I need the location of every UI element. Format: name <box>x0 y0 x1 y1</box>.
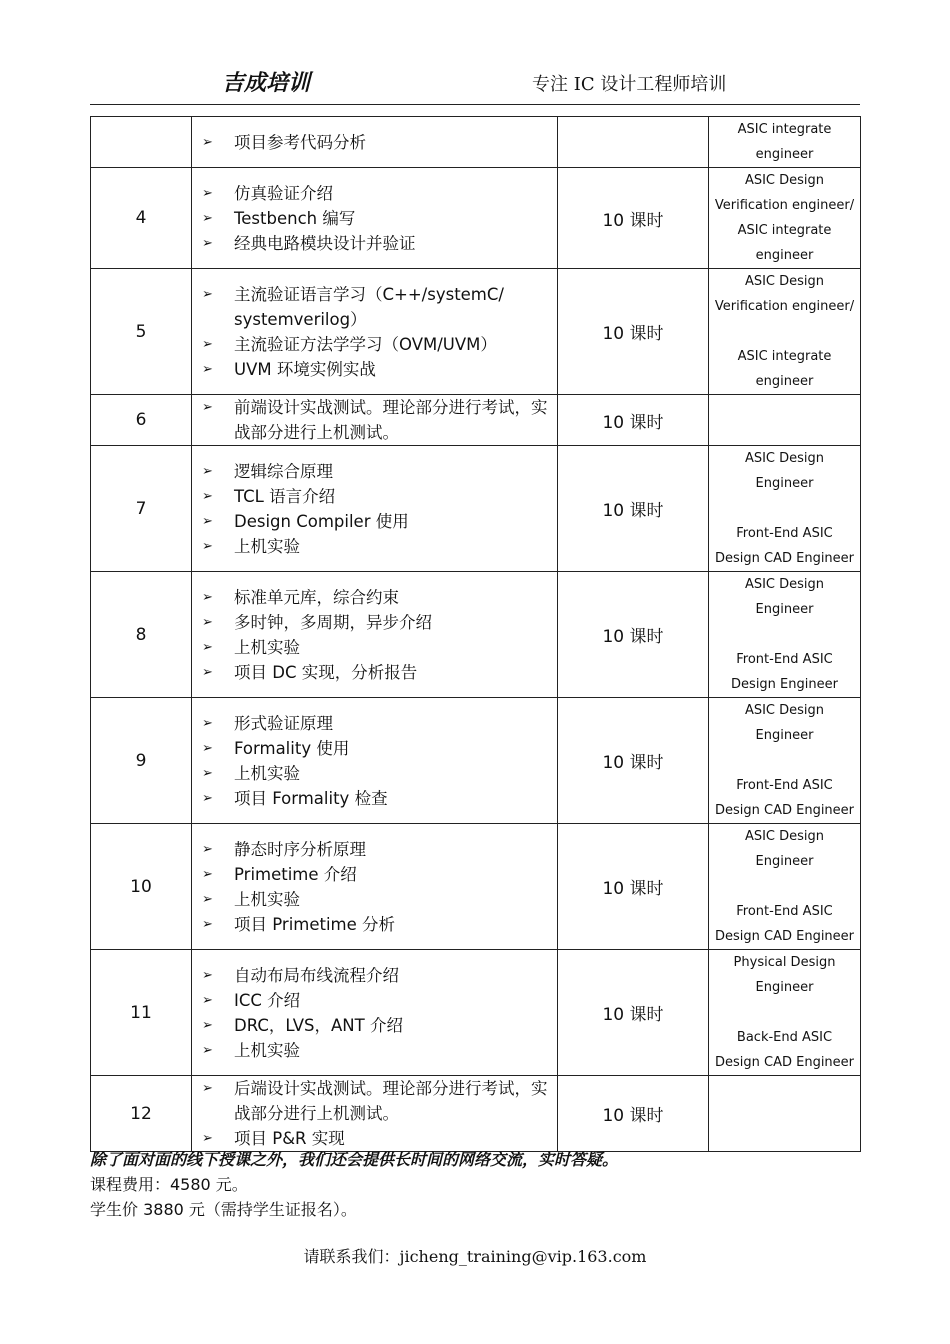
topic-text: 标准单元库，综合约束 <box>234 587 399 607</box>
bullet-arrow-icon: ➢ <box>202 1017 213 1033</box>
role-line: engineer <box>755 147 814 162</box>
role-line: Front-End ASIC <box>736 526 833 541</box>
lesson-topics <box>192 168 558 269</box>
topic-item <box>202 1013 551 1038</box>
topic-item <box>202 610 551 635</box>
topic-item <box>202 988 551 1013</box>
table-row <box>91 824 861 950</box>
bullet-arrow-icon: ➢ <box>202 185 213 201</box>
topic-item <box>202 509 551 534</box>
topic-item <box>202 963 551 988</box>
role-line: Design CAD Engineer <box>714 803 855 818</box>
lesson-number: 5 <box>91 269 192 395</box>
role-line: ASIC Design <box>744 274 825 289</box>
topic-item <box>202 459 551 484</box>
topic-text: 逻辑综合原理 <box>234 461 333 481</box>
topic-item <box>202 585 551 610</box>
topic-item <box>202 837 551 862</box>
role-line: Front-End ASIC <box>736 778 833 793</box>
topic-text: Primetime 介绍 <box>234 864 357 884</box>
bullet-arrow-icon: ➢ <box>202 210 213 226</box>
bullet-arrow-icon: ➢ <box>202 1131 213 1146</box>
topic-text: 项目参考代码分析 <box>234 132 366 152</box>
header-tagline: 专注 IC 设计工程师培训 <box>532 74 727 95</box>
lesson-topics <box>192 698 558 824</box>
table-row <box>91 950 861 1076</box>
target-roles <box>709 572 861 698</box>
lesson-hours: 10 课时 <box>558 572 709 698</box>
bullet-arrow-icon: ➢ <box>202 891 213 907</box>
role-line: Engineer <box>755 602 814 617</box>
role-line: ASIC Design <box>744 173 825 188</box>
lesson-hours: 10 课时 <box>558 168 709 269</box>
bullet-arrow-icon: ➢ <box>202 488 213 504</box>
topic-item <box>202 1038 551 1063</box>
role-line: Design Engineer <box>731 677 838 692</box>
role-line <box>713 1000 856 1025</box>
role-line: Design CAD Engineer <box>714 929 855 944</box>
role-line: ASIC Design <box>744 577 825 592</box>
lesson-topics <box>192 395 558 446</box>
topic-text: 上机实验 <box>234 889 300 909</box>
topic-text: 形式验证原理 <box>234 713 333 733</box>
topic-text: UVM 环境实例实战 <box>234 359 376 379</box>
topic-text: Testbench 编写 <box>234 208 356 228</box>
role-line: engineer <box>755 374 814 389</box>
bullet-arrow-icon: ➢ <box>202 1042 213 1058</box>
topic-text: 仿真验证介绍 <box>234 183 333 203</box>
role-line: Front-End ASIC <box>736 652 833 667</box>
lesson-hours: 10 课时 <box>558 395 709 446</box>
table-row <box>91 446 861 572</box>
target-roles <box>709 950 861 1076</box>
lesson-number: 12 <box>91 1076 192 1152</box>
role-line <box>713 622 856 647</box>
course-notes <box>90 1147 870 1222</box>
bullet-arrow-icon: ➢ <box>202 841 213 857</box>
topic-text: ICC 介绍 <box>234 990 301 1010</box>
table-row <box>91 1076 861 1152</box>
course-fee: 课程费用：4580 元。 <box>90 1175 248 1194</box>
bullet-arrow-icon: ➢ <box>202 513 213 529</box>
lesson-number: 6 <box>91 395 192 446</box>
lesson-hours: 10 课时 <box>558 698 709 824</box>
lesson-number: 7 <box>91 446 192 572</box>
topic-item <box>202 912 551 937</box>
target-roles <box>709 446 861 572</box>
topic-item <box>202 736 551 761</box>
lesson-topics <box>192 446 558 572</box>
lesson-hours: 10 课时 <box>558 824 709 950</box>
role-line: Back-End ASIC <box>736 1030 833 1045</box>
topic-item <box>202 181 551 206</box>
lesson-hours: 10 课时 <box>558 1076 709 1152</box>
target-roles <box>709 168 861 269</box>
bullet-arrow-icon: ➢ <box>202 715 213 731</box>
topic-text: Design Compiler 使用 <box>234 511 409 531</box>
topic-item <box>202 534 551 559</box>
student-price: 学生价 3880 元（需持学生证报名）。 <box>90 1200 357 1219</box>
lesson-hours: 10 课时 <box>558 269 709 395</box>
topic-text: DRC，LVS，ANT 介绍 <box>234 1015 403 1035</box>
bullet-arrow-icon: ➢ <box>202 1081 213 1096</box>
lesson-topics <box>192 269 558 395</box>
role-line: Engineer <box>755 728 814 743</box>
bullet-arrow-icon: ➢ <box>202 639 213 655</box>
bullet-arrow-icon: ➢ <box>202 967 213 983</box>
table-row <box>91 698 861 824</box>
topic-text: 后端设计实战测试。理论部分进行考试，实战部分进行上机测试。 <box>234 1079 548 1123</box>
topic-item <box>202 231 551 256</box>
brand-name: 吉成培训 <box>222 70 311 96</box>
role-line: Engineer <box>755 476 814 491</box>
target-roles <box>709 1076 861 1152</box>
lesson-number: 4 <box>91 168 192 269</box>
topic-item <box>202 484 551 509</box>
table-row <box>91 269 861 395</box>
topic-text: 自动布局布线流程介绍 <box>234 965 399 985</box>
lesson-number <box>91 117 192 168</box>
table-row <box>91 572 861 698</box>
lesson-topics <box>192 1076 558 1152</box>
topic-item <box>202 130 551 155</box>
topic-text: Formality 使用 <box>234 738 350 758</box>
role-line: Verification engineer/ <box>714 299 855 314</box>
topic-text: 静态时序分析原理 <box>234 839 366 859</box>
topic-text: 上机实验 <box>234 536 300 556</box>
role-line <box>713 319 856 344</box>
topic-text: 上机实验 <box>234 637 300 657</box>
bullet-arrow-icon: ➢ <box>202 614 213 630</box>
topic-item <box>202 786 551 811</box>
table-row <box>91 395 861 446</box>
topic-text: 上机实验 <box>234 1040 300 1060</box>
target-roles <box>709 269 861 395</box>
role-line: engineer <box>755 248 814 263</box>
page-header <box>90 62 860 105</box>
bullet-arrow-icon: ➢ <box>202 400 213 415</box>
lesson-number: 10 <box>91 824 192 950</box>
topic-item <box>202 206 551 231</box>
lesson-hours: 10 课时 <box>558 950 709 1076</box>
topic-text: 项目 P&R 实现 <box>234 1129 345 1148</box>
role-line: ASIC integrate <box>737 349 832 364</box>
bullet-arrow-icon: ➢ <box>202 916 213 932</box>
topic-text: 前端设计实战测试。理论部分进行考试，实战部分进行上机测试。 <box>234 398 548 442</box>
lesson-number: 8 <box>91 572 192 698</box>
topic-item <box>202 887 551 912</box>
lesson-number: 9 <box>91 698 192 824</box>
topic-text: 上机实验 <box>234 763 300 783</box>
role-line: ASIC Design <box>744 451 825 466</box>
table-row <box>91 117 861 168</box>
topic-text: 多时钟，多周期，异步介绍 <box>234 612 432 632</box>
role-line: ASIC Design <box>744 703 825 718</box>
topic-item <box>202 761 551 786</box>
topic-text: 项目 Formality 检查 <box>234 788 388 808</box>
role-line <box>713 874 856 899</box>
topic-text: 主流验证方法学学习（OVM/UVM） <box>234 334 497 354</box>
lesson-hours <box>558 117 709 168</box>
topic-text: 项目 DC 实现，分析报告 <box>234 662 418 682</box>
lesson-number: 11 <box>91 950 192 1076</box>
role-line: Front-End ASIC <box>736 904 833 919</box>
role-line: Design CAD Engineer <box>714 1055 855 1070</box>
topic-item <box>202 862 551 887</box>
topic-text: 主流验证语言学习（C++/systemC/ systemverilog） <box>234 284 504 329</box>
bullet-arrow-icon: ➢ <box>202 361 213 377</box>
online-support-note: 除了面对面的线下授课之外，我们还会提供长时间的网络交流，实时答疑。 <box>90 1150 619 1169</box>
topic-item <box>202 660 551 685</box>
lesson-topics <box>192 572 558 698</box>
role-line: ASIC integrate <box>737 223 832 238</box>
role-line: ASIC Design <box>744 829 825 844</box>
topic-item <box>202 395 551 445</box>
bullet-arrow-icon: ➢ <box>202 866 213 882</box>
topic-text: 项目 Primetime 分析 <box>234 914 396 934</box>
topic-item <box>202 332 551 357</box>
role-line: Physical Design <box>733 955 836 970</box>
topic-item <box>202 357 551 382</box>
bullet-arrow-icon: ➢ <box>202 538 213 554</box>
topic-item <box>202 1076 551 1126</box>
target-roles <box>709 117 861 168</box>
course-schedule-table <box>90 116 861 1152</box>
lesson-topics <box>192 950 558 1076</box>
bullet-arrow-icon: ➢ <box>202 992 213 1008</box>
role-line: Engineer <box>755 980 814 995</box>
topic-item <box>202 282 551 332</box>
role-line: ASIC integrate <box>737 122 832 137</box>
lesson-topics <box>192 117 558 168</box>
lesson-hours: 10 课时 <box>558 446 709 572</box>
role-line: Design CAD Engineer <box>714 551 855 566</box>
topic-item <box>202 635 551 660</box>
bullet-arrow-icon: ➢ <box>202 286 213 302</box>
target-roles <box>709 824 861 950</box>
topic-text: TCL 语言介绍 <box>234 486 336 506</box>
role-line <box>713 748 856 773</box>
bullet-arrow-icon: ➢ <box>202 790 213 806</box>
lesson-topics <box>192 824 558 950</box>
bullet-arrow-icon: ➢ <box>202 235 213 251</box>
contact-footer: 请联系我们：jicheng_training@vip.163.com <box>303 1247 647 1266</box>
topic-item <box>202 711 551 736</box>
bullet-arrow-icon: ➢ <box>202 664 213 680</box>
role-line: Engineer <box>755 854 814 869</box>
bullet-arrow-icon: ➢ <box>202 463 213 479</box>
role-line <box>713 496 856 521</box>
target-roles <box>709 698 861 824</box>
bullet-arrow-icon: ➢ <box>202 134 213 150</box>
bullet-arrow-icon: ➢ <box>202 589 213 605</box>
bullet-arrow-icon: ➢ <box>202 765 213 781</box>
bullet-arrow-icon: ➢ <box>202 336 213 352</box>
topic-text: 经典电路模块设计并验证 <box>234 233 416 253</box>
bullet-arrow-icon: ➢ <box>202 740 213 756</box>
table-row <box>91 168 861 269</box>
role-line: Verification engineer/ <box>714 198 855 213</box>
target-roles <box>709 395 861 446</box>
